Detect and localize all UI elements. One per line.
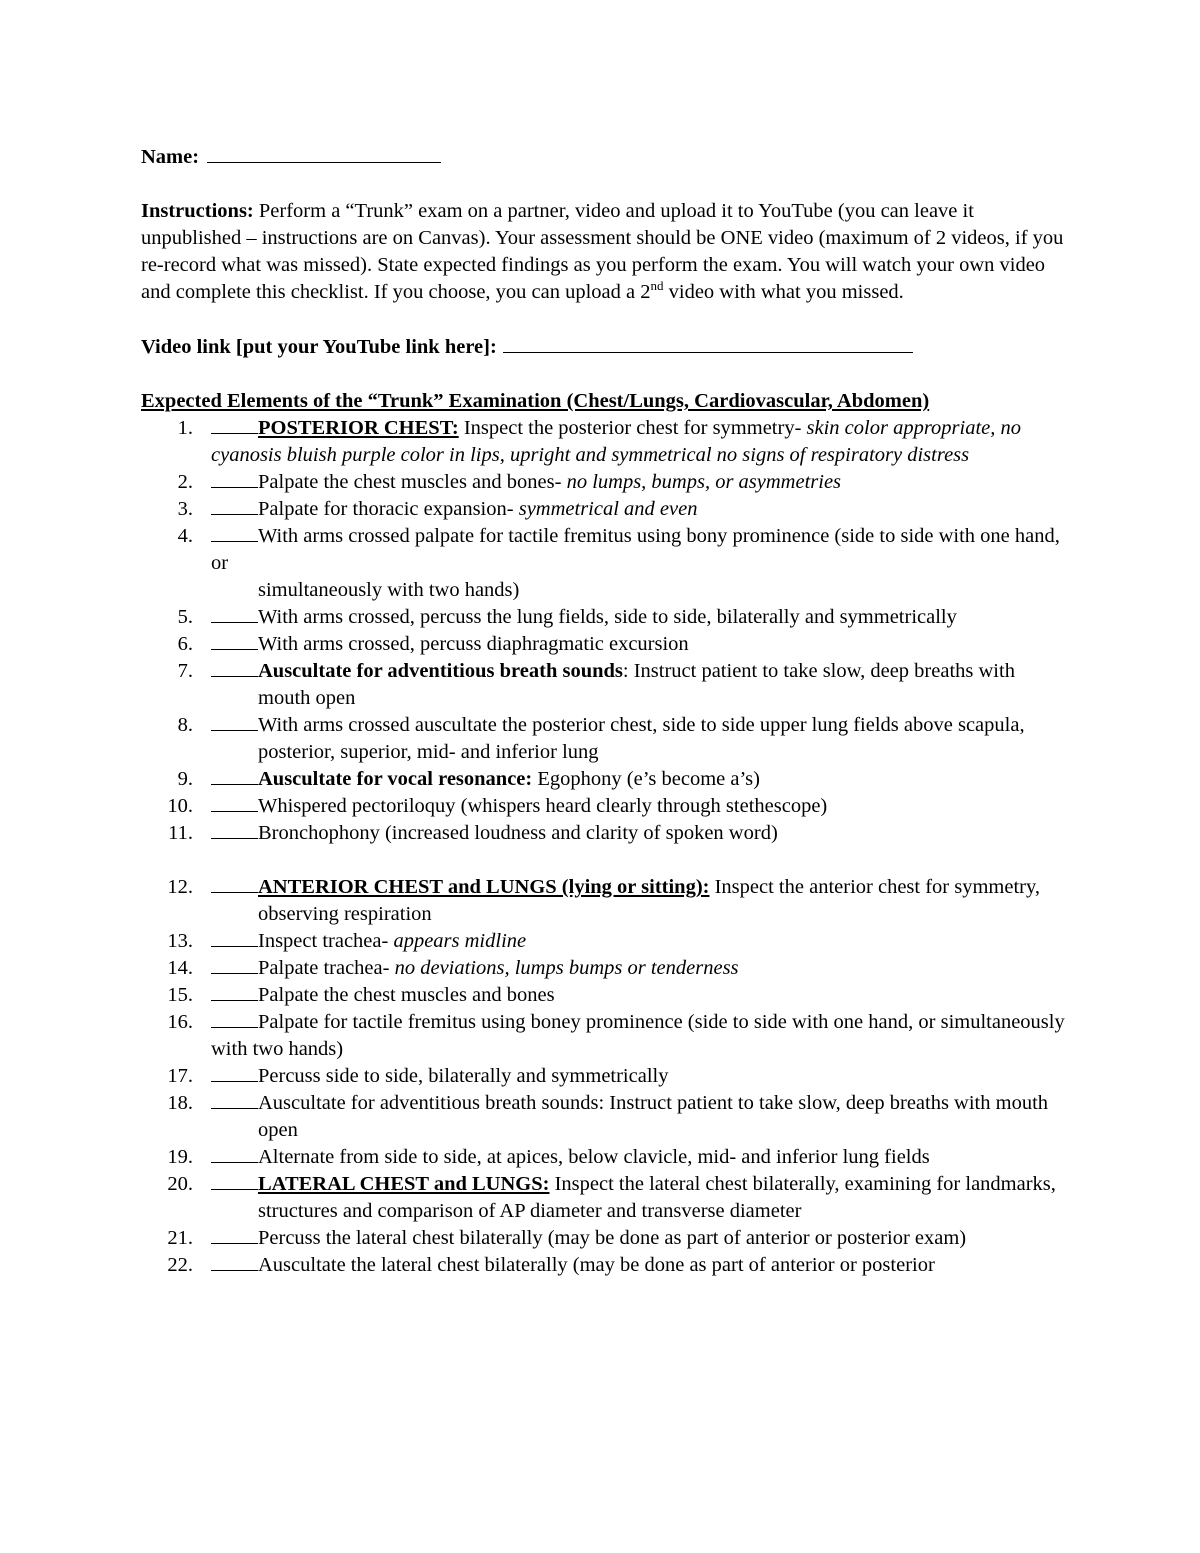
check-blank[interactable]	[211, 1063, 258, 1082]
list-item	[141, 1063, 1071, 1090]
list-item	[141, 1144, 1071, 1171]
item-number: 17.	[167, 1065, 193, 1087]
check-blank[interactable]	[211, 1252, 258, 1271]
video-link-label: Video link [put your YouTube link here]:	[141, 336, 497, 358]
item-text: Percuss the lateral chest bilaterally (may be done as part of anterior or posterior exam)	[258, 1227, 967, 1249]
list-item	[141, 469, 1071, 496]
check-blank[interactable]	[211, 874, 258, 893]
item-number: 15.	[167, 984, 193, 1006]
list-item	[141, 766, 1071, 793]
list-item	[141, 712, 1071, 766]
item-number: 13.	[167, 930, 193, 952]
item-text-continued: simultaneously with two hands)	[258, 579, 520, 601]
list-item	[141, 604, 1071, 631]
list-item	[141, 820, 1071, 847]
item-number: 5.	[177, 606, 193, 628]
item-text: Inspect the lateral chest bilaterally, examining for landmarks, structures and comparison of AP diameter and transverse diameter	[258, 1173, 1056, 1222]
item-text: Percuss side to side, bilaterally and symmetrically	[258, 1065, 669, 1087]
list-item	[141, 982, 1071, 1009]
check-blank[interactable]	[211, 1144, 258, 1163]
check-blank[interactable]	[211, 1090, 258, 1109]
item-number: 14.	[167, 957, 193, 979]
item-text: Inspect the posterior chest for symmetry-	[458, 417, 807, 439]
list-item	[141, 415, 1071, 469]
list-item	[141, 1009, 1071, 1063]
item-expected: no deviations, lumps bumps or tenderness	[394, 957, 739, 979]
list-item	[141, 631, 1071, 658]
item-bold: Auscultate for adventitious breath sounds	[258, 660, 623, 682]
item-number: 1.	[177, 417, 193, 439]
list-item	[141, 874, 1071, 928]
item-number: 4.	[177, 525, 193, 547]
item-text: Inspect the anterior chest for symmetry, observing respiration	[258, 876, 1041, 925]
item-number: 18.	[167, 1092, 193, 1114]
check-blank[interactable]	[211, 604, 258, 623]
list-item	[141, 1225, 1071, 1252]
check-blank[interactable]	[211, 1009, 258, 1028]
item-number: 7.	[177, 660, 193, 682]
item-number: 21.	[167, 1227, 193, 1249]
item-text: Auscultate for adventitious breath sounds: Instruct patient to take slow, deep breaths with mouth open	[258, 1092, 1049, 1141]
item-number: 3.	[177, 498, 193, 520]
name-line	[141, 142, 1071, 171]
video-link-line	[141, 332, 1071, 361]
item-expected: appears midline	[393, 930, 527, 952]
check-blank[interactable]	[211, 1171, 258, 1190]
item-number: 9.	[177, 768, 193, 790]
check-blank[interactable]	[211, 658, 258, 677]
item-text: : Instruct patient to take slow, deep breaths with mouth open	[258, 660, 1015, 709]
instructions-superscript: nd	[650, 278, 664, 294]
check-blank[interactable]	[211, 523, 258, 542]
item-number: 11.	[168, 822, 193, 844]
item-number: 22.	[167, 1254, 193, 1276]
item-number: 8.	[177, 714, 193, 736]
item-text: Alternate from side to side, at apices, below clavicle, mid- and inferior lung fields	[258, 1146, 930, 1168]
item-text: Bronchophony (increased loudness and clarity of spoken word)	[258, 822, 778, 844]
item-heading: ANTERIOR CHEST and LUNGS (lying or sitting):	[258, 876, 710, 898]
document-page	[141, 142, 1071, 1279]
item-expected: no lumps, bumps, or asymmetries	[566, 471, 842, 493]
check-blank[interactable]	[211, 415, 258, 434]
check-blank[interactable]	[211, 928, 258, 947]
list-item	[141, 928, 1071, 955]
item-number: 19.	[167, 1146, 193, 1168]
item-expected: skin color appropriate, no cyanosis bluish purple color in lips, upright and symmetrical no signs of respiratory distress	[211, 417, 1022, 466]
check-blank[interactable]	[211, 469, 258, 488]
check-blank[interactable]	[211, 955, 258, 974]
item-number: 12.	[167, 876, 193, 898]
check-blank[interactable]	[211, 982, 258, 1001]
name-label: Name:	[141, 146, 200, 168]
list-item	[141, 793, 1071, 820]
item-number: 2.	[177, 471, 193, 493]
check-blank[interactable]	[211, 631, 258, 650]
section-gap	[141, 847, 1071, 874]
check-blank[interactable]	[211, 820, 258, 839]
item-text: Palpate for thoracic expansion-	[258, 498, 519, 520]
list-item	[141, 1252, 1071, 1279]
item-text: Inspect trachea-	[258, 930, 394, 952]
item-text: Palpate trachea-	[258, 957, 395, 979]
instructions-label: Instructions:	[141, 200, 254, 222]
list-item	[141, 658, 1071, 712]
list-item	[141, 1171, 1071, 1225]
item-number: 6.	[177, 633, 193, 655]
item-number: 10.	[167, 795, 193, 817]
item-text: Egophony (e’s become a’s)	[532, 768, 760, 790]
list-item	[141, 1090, 1071, 1144]
instructions-text-1: Perform a “Trunk” exam on a partner, video and upload it to YouTube (you can leave it unpublished – instructions are on Canvas). Your assessment should be ONE video (maximum of 2 videos, if you re-record what was missed). State expected findings as you perform the exam. You will watch your own video and complete this checklist. If you choose, you can upload a 2	[141, 200, 1064, 303]
section-title: Expected Elements of the “Trunk” Examination (Chest/Lungs, Cardiovascular, Abdomen)	[141, 390, 930, 412]
item-text: Whispered pectoriloquy (whispers heard clearly through stethescope)	[258, 795, 828, 817]
check-blank[interactable]	[211, 1225, 258, 1244]
item-number: 20.	[167, 1173, 193, 1195]
item-text: With arms crossed, percuss diaphragmatic excursion	[258, 633, 689, 655]
list-item	[141, 955, 1071, 982]
item-heading: POSTERIOR CHEST:	[258, 417, 459, 439]
item-expected: symmetrical and even	[518, 498, 698, 520]
list-item	[141, 523, 1071, 604]
check-blank[interactable]	[211, 766, 258, 785]
instructions-paragraph	[141, 198, 1071, 306]
video-link-blank[interactable]	[503, 332, 913, 353]
list-item	[141, 496, 1071, 523]
name-blank[interactable]	[207, 142, 441, 163]
item-number: 16.	[167, 1011, 193, 1033]
item-text: Palpate for tactile fremitus using boney prominence (side to side with one hand, or simultaneously with two hands)	[211, 1011, 1065, 1060]
checklist	[141, 415, 1071, 1279]
item-text: With arms crossed auscultate the posterior chest, side to side upper lung fields above scapula, posterior, superior, mid- and inferior lung	[258, 714, 1025, 763]
item-text: With arms crossed, percuss the lung fields, side to side, bilaterally and symmetrically	[258, 606, 957, 628]
check-blank[interactable]	[211, 793, 258, 812]
instructions-text-2: video with what you missed.	[663, 281, 904, 303]
item-text: Auscultate the lateral chest bilaterally (may be done as part of anterior or posterior	[258, 1254, 935, 1276]
check-blank[interactable]	[211, 496, 258, 515]
check-blank[interactable]	[211, 712, 258, 731]
item-text: Palpate the chest muscles and bones	[258, 984, 555, 1006]
item-heading: LATERAL CHEST and LUNGS:	[258, 1173, 550, 1195]
item-text: Palpate the chest muscles and bones-	[258, 471, 567, 493]
item-bold: Auscultate for vocal resonance:	[258, 768, 533, 790]
item-text: With arms crossed palpate for tactile fremitus using bony prominence (side to side with one hand, or	[211, 525, 1060, 574]
